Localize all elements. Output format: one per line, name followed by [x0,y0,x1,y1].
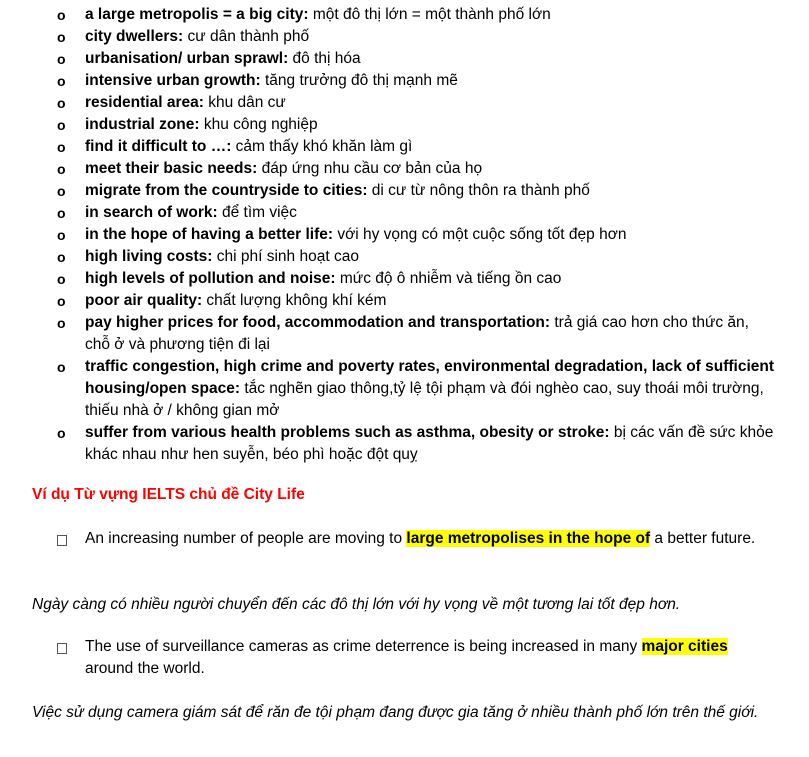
vocab-meaning: khu công nghiệp [199,116,318,133]
list-item [57,48,777,70]
list-item [57,246,777,268]
list-item [57,4,777,26]
vocab-term: in search of work: [85,204,218,221]
vocab-meaning: trả giá cao hơn cho thức ăn, chỗ ở và phương tiện đi lại [85,314,749,353]
list-item [57,224,777,246]
vocab-term: city dwellers: [85,28,184,45]
vocab-term: urbanisation/ urban sprawl: [85,50,289,67]
example-sentence [57,528,777,553]
bullet-icon: o [57,117,66,133]
vocab-term: suffer from various health problems such as asthma, obesity or stroke: [85,424,610,441]
vocab-meaning: chất lượng không khí kém [202,292,387,309]
example-sentence [57,636,777,680]
vocab-meaning: đáp ứng nhu cầu cơ bản của họ [257,160,483,177]
vocab-meaning: bị các vấn đề sức khỏe khác nhau như hen suyễn, béo phì hoặc đột quỵ [85,424,774,463]
highlighted-phrase: large metropolises in the hope of [406,530,651,547]
list-item [57,422,777,466]
bullet-icon: o [57,359,66,375]
list-item [57,180,777,202]
bullet-icon: o [57,227,66,243]
vocabulary-list [57,4,777,466]
vocab-term: industrial zone: [85,116,200,133]
list-item [57,290,777,312]
bullet-icon: o [57,205,66,221]
list-item [57,70,777,92]
list-item [57,202,777,224]
checkbox-bullet-icon [57,636,85,661]
vocab-term: high levels of pollution and noise: [85,270,336,287]
bullet-icon: o [57,95,66,111]
list-item [57,92,777,114]
vocab-meaning: khu dân cư [203,94,286,111]
bullet-icon: o [57,161,66,177]
checkbox-bullet-icon [57,528,85,553]
vocab-meaning: một đô thị lớn = một thành phố lớn [308,6,551,23]
vocab-term: in the hope of having a better life: [85,226,334,243]
example-translation: Ngày càng có nhiều người chuyển đến các đô thị lớn với hy vọng về một tương lai tốt đẹp hơn. [32,596,681,613]
bullet-icon: o [57,271,66,287]
vocab-meaning: mức độ ô nhiễm và tiếng ồn cao [335,270,562,287]
bullet-icon: o [57,73,66,89]
example-text-before: The use of surveillance cameras as crime deterrence is being increased in many [85,638,642,655]
vocab-meaning: chi phí sinh hoạt cao [212,248,359,265]
vocab-term: find it difficult to …: [85,138,232,155]
bullet-icon: o [57,183,66,199]
vocab-meaning: đô thị hóa [288,50,361,67]
list-item [57,356,777,422]
bullet-icon: o [57,51,66,67]
example-text-after: a better future. [650,530,756,547]
vocab-meaning: với hy vọng có một cuộc sống tốt đẹp hơn [333,226,627,243]
vocab-meaning: di cư từ nông thôn ra thành phố [367,182,590,199]
vocab-meaning: tăng trưởng đô thị mạnh mẽ [260,72,458,89]
vocab-meaning: tắc nghẽn giao thông,tỷ lệ tội phạm và đói nghèo cao, suy thoái môi trường, thiếu nhà ở / không gian mở [85,380,764,419]
vocab-term: meet their basic needs: [85,160,258,177]
vocab-term: poor air quality: [85,292,203,309]
bullet-icon: o [57,425,66,441]
list-item [57,158,777,180]
vocab-term: traffic congestion, high crime and poverty rates, environmental degradation, lack of sufficient housing/open space: [85,358,775,397]
vocab-term: migrate from the countryside to cities: [85,182,368,199]
vocab-term: high living costs: [85,248,213,265]
bullet-icon: o [57,139,66,155]
example-text-after: around the world. [85,660,205,677]
bullet-icon: o [57,315,66,331]
highlighted-phrase: major cities [641,638,728,655]
bullet-icon: o [57,29,66,45]
vocab-term: residential area: [85,94,204,111]
list-item [57,114,777,136]
vocab-term: intensive urban growth: [85,72,261,89]
example-text-before: An increasing number of people are moving to [85,530,407,547]
list-item [57,26,777,48]
bullet-icon: o [57,249,66,265]
vocab-meaning: để tìm việc [217,204,297,221]
vocab-meaning: cảm thấy khó khăn làm gì [231,138,413,155]
example-translation: Việc sử dụng camera giám sát để răn đe tội phạm đang được gia tăng ở nhiều thành phố lớn trên thế giới. [32,704,759,721]
list-item [57,268,777,290]
list-item [57,312,777,356]
vocab-term: pay higher prices for food, accommodation and transportation: [85,314,551,331]
bullet-icon: o [57,7,66,23]
vocab-term: a large metropolis = a big city: [85,6,309,23]
vocab-meaning: cư dân thành phố [183,28,310,45]
bullet-icon: o [57,293,66,309]
list-item [57,136,777,158]
section-heading: Ví dụ Từ vựng IELTS chủ đề City Life [32,486,305,503]
